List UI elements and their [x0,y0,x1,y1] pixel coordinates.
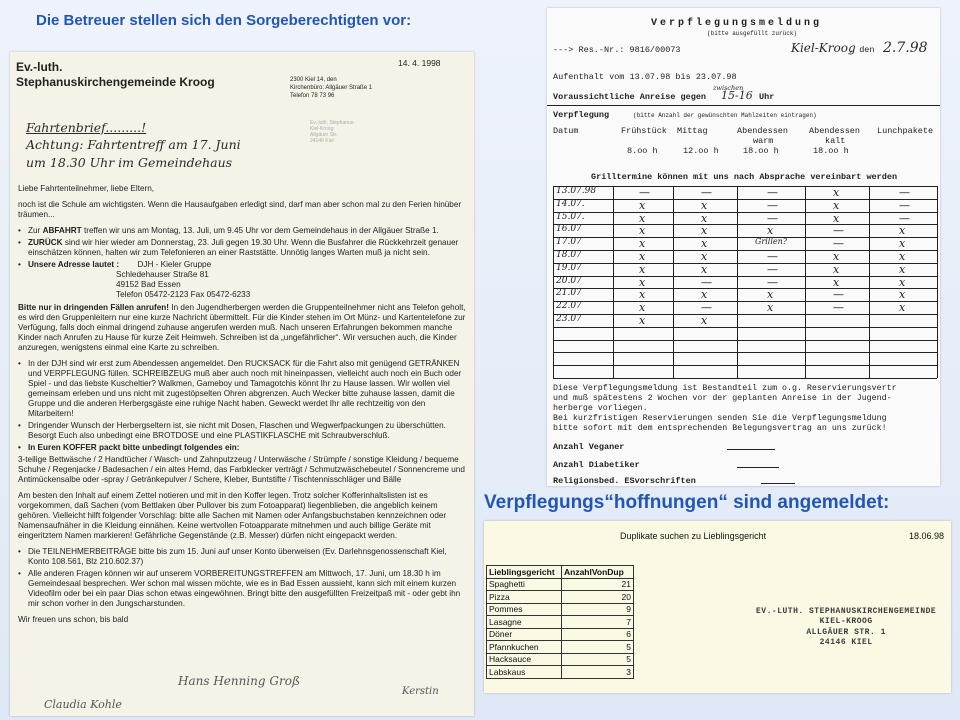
small-stamp [310,120,355,144]
koffer-list: 3-teilige Bettwäsche / 2 Handtücher / Wasch- und Zahnputzzeug / Unterwäsche / Strümpfe / sonstige Kleidung / bequeme Schuhe / Regenjacke / Badesachen / ein altes Hemd, das Farbklecker verträgt / Schmutzwäschebeutel / Sonnencreme und Antimückensalbe oder -spray / Getränkepulver / Schere, Kleber, Buntstifte / Tischtennisschläger und Bälle [18,455,465,484]
dup-dish: Pommes [487,603,562,616]
religion-line [761,483,795,484]
grid-row-line [553,263,937,264]
grid-cell: x [833,275,840,289]
org-line1: Ev.-luth. [16,60,63,74]
form-aufenthalt: Aufenthalt vom 13.07.98 bis 23.07.98 [553,72,737,82]
grid-cell: — [701,186,712,199]
dup-count: 20 [562,591,634,604]
grid-col-line [737,186,738,378]
grid-cell: x [701,314,708,327]
dup-row [487,628,634,641]
dup-title: Duplikate suchen zu Lieblingsgericht [620,531,767,541]
religion-label: Religionsbed. ESvorschriften [553,476,696,486]
grid-row-line [553,186,937,187]
grid-cell: x [899,288,906,302]
grid-cell: — [701,301,712,315]
grid-cell: x [701,211,708,225]
grid-cell: x [833,262,840,276]
form-date: 2.7.98 [883,40,928,56]
form-grill: Grilltermine können mit uns nach Absprache vereinbart werden [591,172,898,182]
grid-cell: x [833,198,840,212]
signature-1: Hans Henning Groß [178,674,300,688]
column-subheader: kalt [825,136,846,146]
meal-time: 12.oo h [683,146,719,156]
grid-cell: x [639,275,646,289]
note-line: Bei kurzfristigen Reservierungen senden Sie die Verpflegungsmeldung [553,414,887,423]
grid-cell: x [899,275,906,289]
form-verpflegung: Verpflegung [553,110,610,120]
grid-row-line [553,340,937,341]
letter-org [16,60,215,90]
grid-cell: — [767,250,778,263]
column-header: Abendessen [809,126,861,136]
form-anreise-hw: 15-16 [721,89,753,102]
form-title: Verpflegungsmeldung [651,18,823,29]
grid-cell: x [639,301,646,315]
diabetiker-label: Anzahl Diabetiker [553,460,640,470]
dup-dish: Döner [487,628,562,641]
grid-row-line [553,224,937,225]
seal-line: ALLGÄUER STR. 1 [806,627,886,637]
stamp-line: Ev.-luth. Stephanus- [310,120,355,126]
dup-row [487,616,634,629]
dup-header-dish: Lieblingsgericht [487,566,562,579]
form-place: Kiel-Kroog [791,41,856,55]
grid-date: 14.07. [556,198,585,209]
dup-dish: Pizza [487,591,562,604]
duplicates-report [484,521,951,693]
form-anreise: Voraussichtliche Anreise gegen [553,92,707,102]
grid-cell: — [899,198,910,212]
note-line: und muß spätestens 2 Wochen vor der geplanten Anreise in der Jugend- [553,394,892,403]
grid-col-line [553,186,554,378]
notfall-bold: Bitte nur in dringenden Fällen anrufen! [18,303,170,312]
meal-time: 18.oo h [743,146,779,156]
grid-cell: x [767,288,774,302]
handwritten-line2: Achtung: Fahrtentreff am 17. Juni [26,137,241,152]
grid-cell: — [833,237,844,251]
greeting: Liebe Fahrtenteilnehmer, liebe Eltern, [18,184,155,193]
grid-col-line [805,186,806,378]
seal-line: KIEL-KROOG [819,617,873,627]
grid-row-line [553,199,937,200]
dup-count: 21 [562,578,634,591]
dup-count: 3 [562,666,634,679]
dup-row [487,591,634,604]
grid-cell: — [899,186,910,199]
column-header: Abendessen [737,126,789,136]
column-header: Mittag [677,126,708,136]
signature-3: Kerstin [402,686,439,697]
dup-body [487,578,634,678]
signature-2: Claudia Kohle [44,698,122,711]
veganer-line [727,449,775,450]
dup-header-row [487,566,634,579]
verpflegung-form [547,8,940,486]
grid-cell: x [639,262,646,276]
grid-cell: x [639,211,646,225]
grid-cell: x [833,186,840,199]
dup-header-count: AnzahlVonDup [562,566,634,579]
dup-dish: Pfannkuchen [487,641,562,654]
stamp-line: Allgäuer Str. [310,132,338,138]
meal-time: 18.oo h [813,146,849,156]
grid-date: 21.07 [556,288,582,299]
column-subheader: warm [753,136,774,146]
form-anreise-hw-top: zwischen [713,84,744,92]
column-header: Datum [553,126,579,136]
grid-row-line [553,276,937,277]
grid-cell: x [899,224,906,238]
grid-row-line [553,250,937,251]
note-line: bitte sofort mit dem entsprechenden Belegungsvertrag an uns zurück! [553,424,887,433]
adresse-label: Unsere Adresse lautet : [28,260,120,269]
address-line: Kirchenbüro: Allgäuer Straße 1 [290,85,373,92]
grid-cell: — [767,211,778,225]
rucksack-item: • In der DJH sind wir erst zum Abendessen angemeldet. Den RUCKSACK für die Fahrt also mit genügend GETRÄNKEN und VERPFLEGUNG füllen. SCHREIBZEUG muß aber auch noch mit hineinpassen, vielleicht auch noch ein Buch oder Spiel - und das liebste Kuscheltier? Walkmen, Gameboy und Tamagotchis könnt Ihr zu Hause lassen. Wir wollen viel gemeinsam erleben und uns nicht mit zugestöpselten Ohren abgrenzen. Auch Wecker bitte zuhause lassen, damit die Gruppe und die anderen Herbergsgäste eine ruhige Nacht haben. Geweckt werdet Ihr alle rechtzeitig von den Mitarbeitern! [18,359,466,419]
abfahrt-pre: Zur [28,226,41,235]
stamp-line: Kiel-Kroog [310,126,334,132]
separator-line [547,105,940,106]
grid-col-line [673,186,674,378]
grid-cell: x [701,250,708,263]
grid-row-line [553,237,937,238]
grid-cell: x [833,250,840,263]
grid-cell: — [767,186,778,199]
dup-table [486,565,634,679]
handwritten-line3: um 18.30 Uhr im Gemeindehaus [26,155,233,170]
grid-cell: x [639,224,646,238]
abfahrt-item [18,226,466,236]
grid-cell: x [701,262,708,276]
grid-row-line [553,301,937,302]
grid-cell: — [833,288,844,302]
beitrag-item: • Die TEILNEHMERBEITRÄGE bitte bis zum 15. Juni auf unser Konto überweisen (Ev. Darlehnsgenossenschaft Kiel, Konto 108.561, Blz 210.602.37) [18,547,466,567]
grid-cell: x [701,288,708,302]
zurueck-text: sind wir hier wieder am Donnerstag, 23. Juli gegen 19.30 Uhr. Wenn die Busfahrer die Rückkehrzeit genauer einschätzen können, halten wir zum Telefonieren an einer Raststätte. Unnötig langes Warten muß ja nicht sein. [28,238,459,257]
abfahrt-label: ABFAHRT [42,226,82,235]
grid-cell: — [833,224,844,238]
veganer-label: Anzahl Veganer [553,442,625,452]
grid-row-line [553,288,937,289]
adresse-line: Schledehauser Straße 81 [116,270,209,279]
notfall-paragraph [18,303,466,353]
wunsch-item: • Dringender Wunsch der Herbergseltern ist, sie nicht mit Dosen, Flaschen und Wegwerfpackungen zu überschütten. Besorgt Euch also unbedingt eine BROTDOSE und eine PLASTIKFLASCHE mit Schraubverschluß. [18,421,466,441]
grid-date: 19.07 [556,262,582,273]
grid-cell: — [767,262,778,276]
koffer-item: • In Euren KOFFER packt bitte unbedingt folgendes ein: [18,443,466,453]
grid-row-line [553,212,937,213]
adresse-line: Telefon 05472-2123 Fax 05472-6233 [116,290,251,299]
dup-dish: Labskaus [487,666,562,679]
grid-row-line [553,314,937,315]
treffen-item: • Alle anderen Fragen können wir auf unserem VORBEREITUNGSTREFFEN am Mittwoch, 17. Juni, um 18.30 h im Gemeindesaal besprechen. Wer schon mal wissen möchte, wie es in Bad Essen aussieht, kann sich mit einem kurzen Videofilm oder bei ein paar Dias schon etwas eingewöhnen. Bringt bitte den ausgefüllten Freizeitpaß mit - oder gebt ihn mir schon vorher in den Jungscharstunden. [18,569,466,609]
intro-paragraph: noch ist die Schule am wichtigsten. Wenn die Hausaufgaben erledigt sind, darf man aber schon mal zu den Ferien hinüber träumen... [18,200,462,219]
grid-cell: x [639,314,646,327]
dup-dish: Lasagne [487,616,562,629]
grid-date: 15.07. [556,211,585,222]
grid-cell: x [899,301,906,315]
dup-count: 9 [562,603,634,616]
handwritten-title: Fahrtenbrief.........! [26,120,147,135]
form-resnr: ---> Res.-Nr.: 9816/00073 [553,45,681,55]
diabetiker-line [737,467,779,468]
grid-date: 16.07 [556,224,582,235]
grid-cell: x [899,250,906,263]
grid-cell: — [701,275,712,289]
grid-date: 17.07 [556,237,582,248]
form-anreise-uhr: Uhr [759,92,775,102]
note-line: herberge vorliegen. [553,404,648,413]
grid-date: 13.07.98 [556,186,597,196]
grid-row-line [553,327,937,328]
letter-body [18,184,466,631]
grid-cell: — [899,211,910,225]
grid-date: 22.07 [556,301,582,312]
dup-count: 6 [562,628,634,641]
dup-row [487,641,634,654]
seal-line: 24146 KIEL [819,638,873,648]
grid-cell: x [701,198,708,212]
dup-date: 18.06.98 [909,531,945,541]
dup-dish: Hacksauce [487,653,562,666]
grid-cell: x [767,224,774,238]
org-line2: Stephanuskirchengemeinde Kroog [16,75,215,89]
form-den: , den [849,45,875,55]
abfahrt-text: treffen wir uns am Montag, 13. Juli, um 9.45 Uhr vor dem Gemeindehaus in der Allgäuer Straße 1. [83,226,439,235]
right-heading: Verpflegungs“hoffnungen“ sind angemeldet: [484,492,890,513]
grid-cell: x [639,198,646,212]
church-seal [756,607,936,649]
grid-cell: x [639,250,646,263]
grid-cell: — [767,198,778,212]
adresse-line: 49152 Bad Essen [116,280,181,289]
grid-cell: x [833,211,840,225]
address-line: Telefon 78 73 96 [290,93,335,100]
letter-address [290,76,372,100]
address-line: 2300 Kiel 14, den [290,77,337,83]
grid-cell: x [767,301,774,315]
dup-count: 5 [562,641,634,654]
grid-date: 18.07 [556,250,582,260]
grid-cell: Grillen? [755,237,788,247]
dup-count: 5 [562,653,634,666]
grid-row-line [553,352,937,353]
grid-cell: x [639,288,646,302]
stamp-line: 24146 Kiel [310,138,334,144]
grid-cell: x [899,237,906,251]
adresse-item [18,260,466,270]
dup-row [487,653,634,666]
grid-col-line [613,186,614,378]
grid-row-line [553,378,937,379]
top-left-heading: Die Betreuer stellen sich den Sorgeberechtigten vor: [36,12,412,29]
grid-cell: — [833,301,844,315]
form-verpflegung-hint: (bitte Anzahl der gewünschten Mahlzeiten eintragen) [633,112,817,119]
grid-date: 20.07 [556,275,582,286]
grid-col-line [869,186,870,378]
closing: Wir freuen uns schon, bis bald [18,615,129,624]
dup-dish: Spaghetti [487,578,562,591]
dup-row [487,666,634,679]
grid-cell: x [639,237,646,251]
seal-line: EV.-LUTH. STEPHANUSKIRCHENGEMEINDE [756,607,937,616]
letter-date: 14. 4. 1998 [398,58,441,68]
zurueck-label: ZURÜCK [28,238,63,247]
grid-cell: — [639,186,650,199]
grid-row-line [553,365,937,366]
column-header: Lunchpakete [877,126,934,136]
grid-col-line [937,186,938,378]
grid-cell: x [899,262,906,276]
dup-count: 7 [562,616,634,629]
form-subtitle: (bitte ausgefüllt zurück) [707,30,798,37]
grid-cell: x [701,237,708,251]
meal-time: 8.oo h [627,146,658,156]
adresse-line: DJH - Kieler Gruppe [137,260,212,269]
column-header: Frühstück [621,126,667,136]
inhalt-paragraph: Am besten den Inhalt auf einem Zettel notieren und mit in den Koffer legen. Trotz solcher Kofferinhaltslisten ist es vorgekommen, daß Sachen (vom Bettlaken über Pullover bis zum Fotoapparat) liegenblieben, die angeblich keinem gehören. Vielleicht hilft folgender Vorschlag: bitte alle Sachen mit Namen oder Anfangsbuchstaben kennzeichnen oder Namensaufnäher in die Kleidung einnähen. Keine wertvollen Fotoapparate mitnehmen und auch billige Geräte mit eingeritztem Namen markieren! Gefährliche Gegenstände (z.B. Messer) dürfen nicht eingepackt werden. [18,491,447,540]
grid-cell: — [767,275,778,289]
notfall-text: In den Jugendherbergen werden die Gruppenteilnehmer nicht ans Telefon geholt, es wird den Gruppenleitern nur eine kurze Nachricht übermittelt. Für die Kinder stehen im Ort Münz- und Kartentelefone zur Verfügung, falls doch einmal dringend zuhause angerufen werden muß. Nach unseren Erfahrungen bekommen manche Kinder nach Anrufen zu Hause für kurze Zeit Heimweh. Schreiben ist da „ungefährlicher“. Wir versuchen auch, die Kinder anzuregen, wenigstens einmal eine Karte zu schreiben. [18,303,466,352]
zurueck-item [18,238,466,258]
note-line: Diese Verpflegungsmeldung ist Bestandteil zum o.g. Reservierungsvertr [553,384,897,393]
grid-date: 23.07 [556,314,582,324]
letter-document [10,52,474,716]
grid-cell: x [701,224,708,238]
dup-row [487,603,634,616]
dup-row [487,578,634,591]
